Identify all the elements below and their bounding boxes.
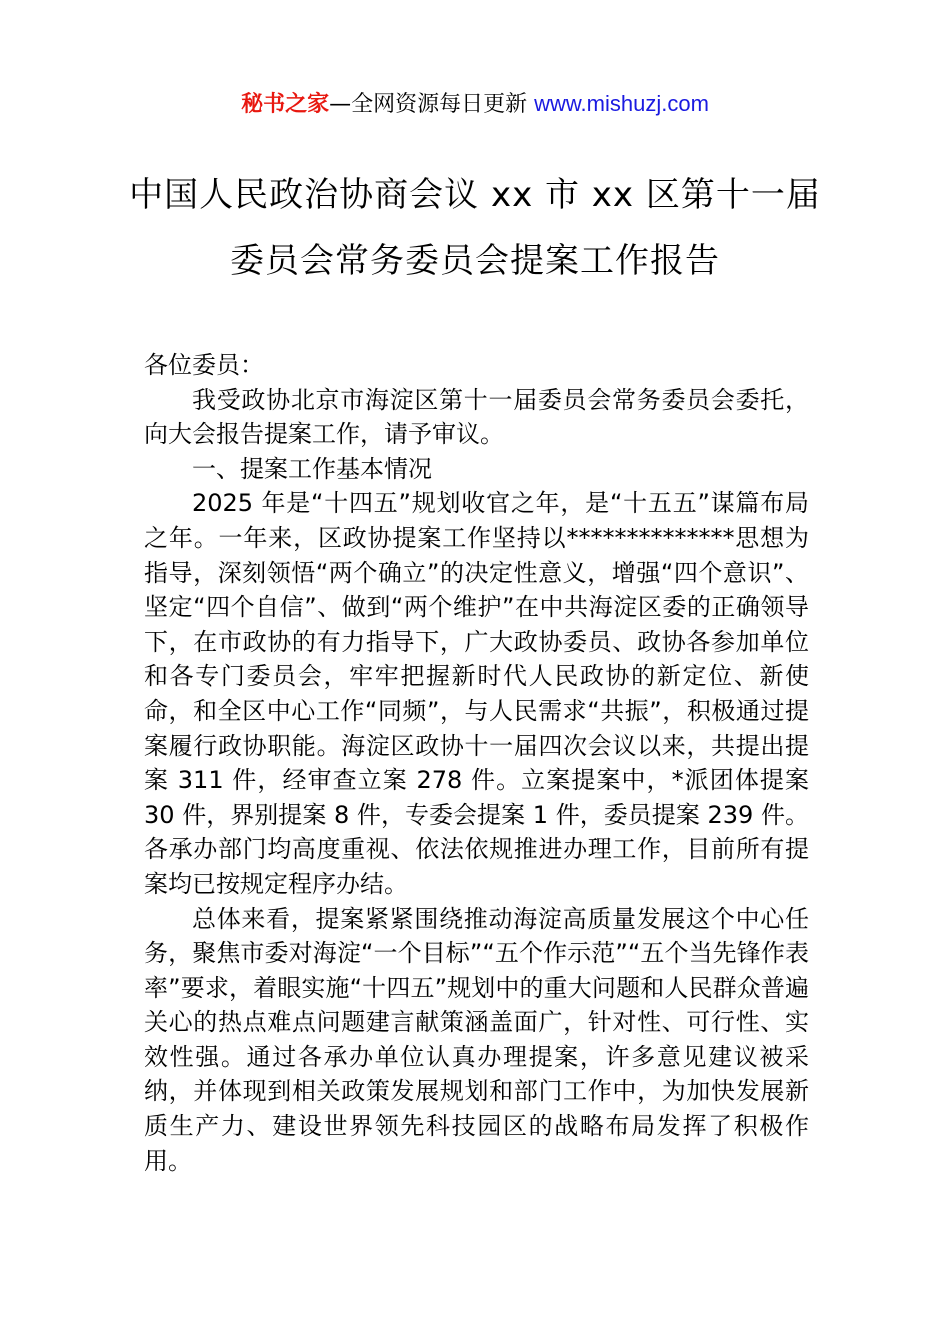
header-tagline: —全网资源每日更新 [329, 92, 535, 117]
title-line-2: 委员会常务委员会提案工作报告 [230, 241, 720, 281]
site-header [0, 88, 950, 121]
brand-name: 秘书之家 [241, 92, 330, 117]
title-line-1: 中国人民政治协商会议 xx 市 xx 区第十一届 [129, 175, 821, 215]
intro-paragraph: 我受政协北京市海淀区第十一届委员会常务委员会委托，向大会报告提案工作，请予审议。 [144, 385, 809, 449]
site-url-link[interactable]: www.mishuzj.com [534, 91, 709, 116]
summary-paragraph: 总体来看，提案紧紧围绕推动海淀高质量发展这个中心任务，聚焦市委对海淀“一个目标”“五个作示范”“五个当先锋作表率”要求，着眼实施“十四五”规划中的重大问题和人民群众普遍关心的热点难点问题建言献策涵盖面广，针对性、可行性、实效性强。通过各承办单位认真办理提案，许多意见建议被采纳，并体现到相关政策发展规划和部门工作中，为加快发展新质生产力、建设世界领先科技园区的战略布局发挥了积极作用。 [144, 904, 809, 1175]
section-heading: 一、提案工作基本情况 [192, 454, 432, 483]
overview-paragraph: 2025 年是“十四五”规划收官之年，是“十五五”谋篇布局之年。一年来，区政协提案工作坚持以**************思想为指导，深刻领悟“两个确立”的决定性意义，增强“四个意识”、坚定“四个自信”、做到“两个维护”在中共海淀区委的正确领导下，在市政协的有力指导下，广大政协委员、政协各参加单位和各专门委员会，牢牢把握新时代人民政协的新定位、新使命，和全区中心工作“同频”，与人民需求“共振”，积极通过提案履行政协职能。海淀区政协十一届四次会议以来，共提出提案 311 件，经审查立案 278 件。立案提案中，*派团体提案 30 件，界别提案 8 件，专委会提案 1 件，委员提案 239 件。各承办部门均高度重视、依法依规推进办理工作，目前所有提案均已按规定程序办结。 [144, 489, 809, 898]
document-title [60, 162, 890, 294]
salutation: 各位委员： [144, 351, 264, 379]
document-body [144, 348, 809, 1178]
